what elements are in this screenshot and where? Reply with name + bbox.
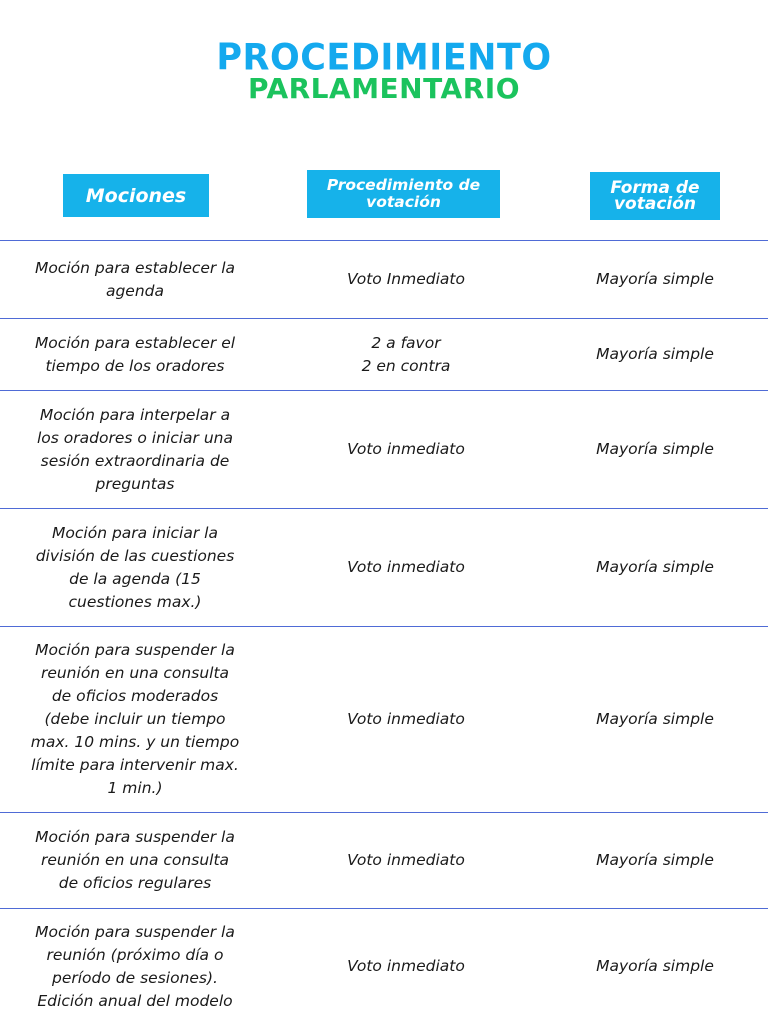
motion-cell: [0, 639, 270, 800]
procedure-cell: [270, 332, 542, 378]
procedure-text-line: Voto Inmediato: [347, 270, 465, 288]
form-cell: Mayoría simple: [596, 440, 714, 458]
form-cell: Mayoría simple: [596, 558, 714, 576]
motion-text-line: Moción para interpelar a: [39, 405, 231, 424]
motion-text-line: 1 min.): [107, 779, 163, 797]
motion-text-line: agenda: [105, 281, 165, 300]
motion-text-line: reunión (próximo día o: [46, 945, 224, 964]
table-row: [0, 508, 768, 626]
procedure-cell: [270, 849, 542, 872]
table-row: [0, 390, 768, 508]
motion-text-line: de la agenda (15: [69, 569, 201, 588]
procedure-text-line: 2 en contra: [361, 356, 451, 375]
motion-text-line: división de las cuestiones: [35, 546, 235, 565]
procedure-cell: [270, 556, 542, 579]
motion-text-line: tiempo de los oradores: [45, 356, 225, 375]
procedure-text-line: 2 a favor: [371, 333, 441, 352]
motion-cell: [0, 826, 270, 895]
procedure-cell: [270, 438, 542, 461]
table-row: [0, 812, 768, 908]
motion-text-line: de oficios regulares: [58, 874, 212, 892]
motion-text-line: cuestiones max.): [68, 592, 202, 611]
motion-text-line: Moción para suspender la: [35, 922, 235, 941]
motion-text-line: Moción para establecer el: [34, 333, 236, 352]
motion-text-line: Moción para iniciar la: [52, 523, 218, 542]
table-row: [0, 318, 768, 390]
motion-text-line: sesión extraordinaria de: [40, 451, 230, 470]
motion-text-line: período de sesiones).: [52, 968, 218, 987]
motions-table: [0, 240, 768, 1024]
motion-text-line: Moción para suspender la: [35, 828, 235, 846]
table-row: [0, 908, 768, 1024]
form-cell: Mayoría simple: [596, 710, 714, 728]
motion-cell: [0, 257, 270, 303]
motion-text-line: Edición anual del modelo: [37, 991, 233, 1010]
motion-text-line: límite para intervenir max.: [31, 756, 239, 774]
procedure-text-line: Voto inmediato: [347, 558, 465, 576]
motion-cell: [0, 332, 270, 378]
motion-text-line: preguntas: [95, 474, 175, 493]
form-cell: Mayoría simple: [596, 851, 714, 869]
motion-cell: [0, 921, 270, 1013]
title-line-2: PARLAMENTARIO: [248, 72, 520, 105]
motion-text-line: Moción para suspender la: [35, 641, 235, 659]
title-line-1: PROCEDIMIENTO: [216, 37, 552, 79]
procedure-cell: [270, 955, 542, 978]
motion-text-line: reunión en una consulta: [40, 851, 230, 869]
column-header-procedimiento: Procedimiento de votación: [307, 170, 500, 218]
procedure-text-line: Voto inmediato: [347, 440, 465, 458]
procedure-cell: [270, 268, 542, 291]
motion-text-line: los oradores o iniciar una: [37, 428, 233, 447]
motion-cell: [0, 404, 270, 496]
motion-text-line: max. 10 mins. y un tiempo: [30, 733, 240, 751]
column-header-forma: Forma de votación: [590, 172, 720, 220]
table-row: [0, 626, 768, 812]
procedure-text-line: Voto inmediato: [347, 710, 465, 728]
motion-text-line: de oficios moderados: [51, 687, 219, 705]
motion-text-line: reunión en una consulta: [40, 664, 230, 682]
table-row: [0, 240, 768, 318]
procedure-text-line: Voto inmediato: [347, 851, 465, 869]
motion-text-line: Moción para establecer la: [34, 258, 236, 277]
page-title: [0, 38, 768, 104]
procedure-cell: [270, 708, 542, 731]
form-cell: Mayoría simple: [596, 270, 714, 288]
column-header-mociones: Mociones: [63, 174, 209, 217]
form-cell: Mayoría simple: [596, 345, 714, 363]
motion-cell: [0, 522, 270, 614]
form-cell: Mayoría simple: [596, 957, 714, 975]
motion-text-line: (debe incluir un tiempo: [44, 710, 226, 728]
procedure-text-line: Voto inmediato: [347, 957, 465, 975]
